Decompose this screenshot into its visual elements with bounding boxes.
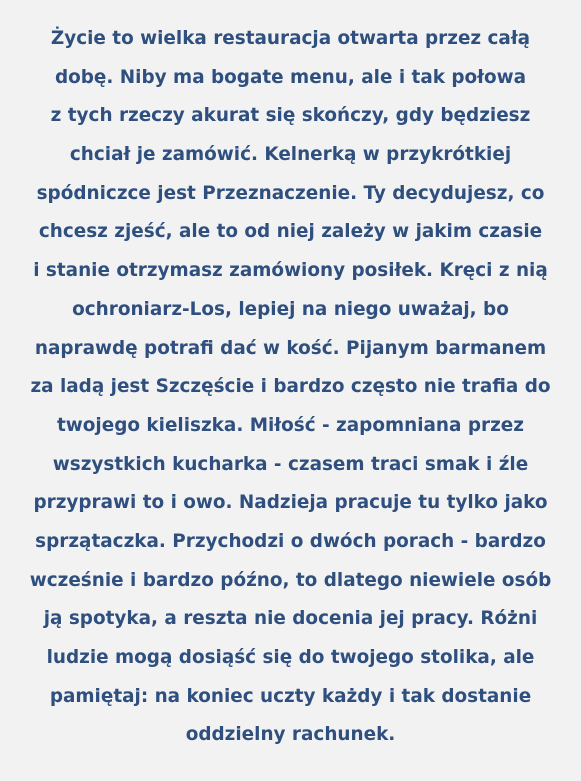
quote-line-14: sprzątaczka. Przychodzi o dwóch porach - bardzo (35, 530, 546, 552)
quote-text (18, 20, 563, 755)
quote-line-5: spódniczce jest Przeznaczenie. Ty decydujesz, co (36, 182, 545, 204)
quote-line-19: oddzielny rachunek. (185, 724, 396, 746)
quote-line-9: naprawdę potrafi dać w kość. Pijanym barmanem (34, 337, 547, 359)
quote-line-13: przyprawi to i owo. Nadzieja pracuje tu tylko jako (33, 492, 548, 514)
quote-line-8: ochroniarz-Los, lepiej na niego uważaj, bo (72, 298, 509, 320)
quote-line-16: ją spotyka, a reszta nie docenia jej pracy. Różni (43, 608, 538, 630)
quote-line-7: i stanie otrzymasz zamówiony posiłek. Kręci z nią (33, 260, 548, 282)
quote-line-3: z tych rzeczy akurat się skończy, gdy będziesz (50, 105, 531, 127)
quote-line-12: wszystkich kucharka - czasem traci smak i źle (52, 453, 529, 475)
quote-line-18: pamiętaj: na koniec uczty każdy i tak dostanie (49, 685, 532, 707)
quote-line-10: za ladą jest Szczęście i bardzo często nie trafia do (30, 376, 551, 398)
quote-line-6: chcesz zjeść, ale to od niej zależy w jakim czasie (38, 221, 543, 243)
quote-line-15: wcześnie i bardzo późno, to dlatego niewiele osób (29, 569, 552, 591)
quote-line-11: twojego kieliszka. Miłość - zapomniana przez (57, 414, 524, 436)
quote-line-17: ludzie mogą dosiąść się do twojego stolika, ale (46, 647, 535, 668)
quote-line-1: Życie to wielka restauracja otwarta przez całą (50, 28, 531, 49)
quote-line-4: chciał je zamówić. Kelnerką w przykrótkiej (69, 144, 512, 166)
quote-line-2: dobę. Niby ma bogate menu, ale i tak połowa (54, 66, 527, 88)
